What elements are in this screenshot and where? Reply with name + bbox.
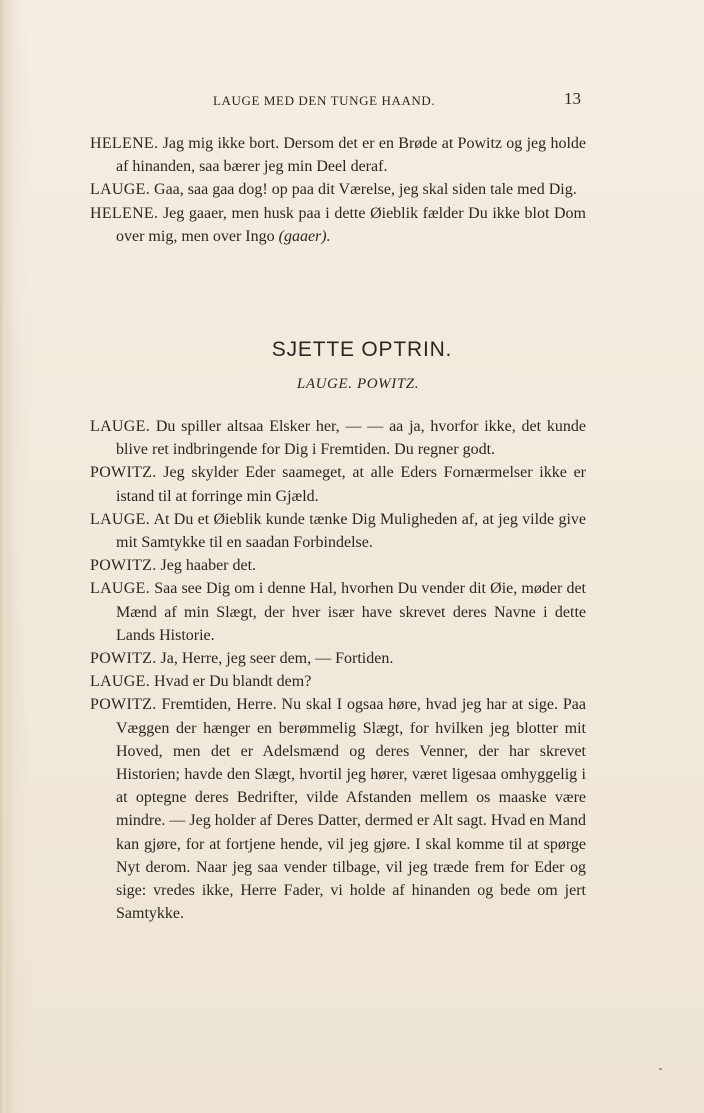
speech-paragraph: [90, 178, 586, 201]
paper-speck: [659, 1068, 662, 1070]
speech-paragraph: [90, 132, 586, 178]
speech-text: Du spiller altsaa Elsker her, — — aa ja, hvorfor ikke, det kunde blive ret indbringende for Dig i Fremtiden. Du regner godt.: [116, 418, 587, 459]
speaker-name: POWITZ.: [90, 696, 157, 714]
speech-text: Jeg skylder Eder saameget, at alle Eders Fornærmelser ikke er istand til at forringe min Gjæld.: [116, 464, 587, 505]
speech-paragraph: [90, 202, 586, 248]
speaker-name: HELENE.: [90, 204, 159, 222]
speech-text: Saa see Dig om i denne Hal, hvorhen Du vender dit Øie, møder det Mænd af min Slægt, der hver især have skrevet deres Navne i dette Lands Historie.: [116, 580, 587, 644]
speaker-name: LAUGE.: [90, 510, 151, 528]
speech-text: At Du et Øieblik kunde tænke Dig Muligheden af, at jeg vilde give mit Samtykke til en saadan Forbindelse.: [116, 510, 586, 552]
stage-direction: (gaaer).: [278, 227, 331, 245]
page-number: 13: [564, 89, 581, 108]
scene-title: SJETTE OPTRIN.: [271, 338, 453, 361]
speech-paragraph: [90, 461, 586, 507]
speech-text: Ja, Herre, jeg seer dem, — Fortiden.: [160, 650, 394, 668]
speaker-name: LAUGE.: [90, 181, 151, 199]
dialogue-block-scene: [90, 415, 586, 925]
speaker-name: POWITZ.: [90, 464, 157, 482]
speech-paragraph: [90, 577, 586, 647]
speech-paragraph: [90, 508, 586, 554]
page-gutter-edge: [0, 0, 6, 1113]
speech-text: Fremtiden, Herre. Nu skal I ogsaa høre, hvad jeg har at sige. Paa Væggen der hænger en berømmelig Slægt, for hvilken jeg blotter mit Hoved, men det er Adelsmænd og deres Venner, der har skrevet Historien; havde den Slægt, hvortil jeg hører, været ligesaa omhyggelig i at optegne deres Bedrifter, vilde Afstanden mellem os maaske være mindre. — Jeg holder af Deres Datter, dermed er Alt sagt. Hvad en Mand kan gjøre, for at fortjene hende, vil jeg gjøre. I skal komme til at spørge Nyt derom. Naar jeg saa vender tilbage, vil jeg træde frem for Eder og sige: vredes ikke, Herre Fader, vi holde af hinanden og bede om jert Samtykke.: [116, 696, 587, 923]
speech-paragraph: [90, 670, 586, 693]
speech-text: Jeg haaber det.: [160, 557, 257, 575]
speech-paragraph: [90, 554, 586, 577]
speaker-name: LAUGE.: [90, 673, 151, 691]
speaker-name: POWITZ.: [90, 557, 157, 575]
speech-paragraph: [90, 693, 586, 925]
speech-text: Jeg gaaer, men husk paa i dette Øieblik fælder Du ikke blot Dom over mig, men over Ingo: [116, 204, 587, 245]
speech-text: Jag mig ikke bort. Dersom det er en Brøde at Powitz og jeg holde af hinanden, saa bærer jeg min Deel deraf.: [116, 135, 587, 176]
speech-paragraph: [90, 647, 586, 670]
speech-text: Gaa, saa gaa dog! op paa dit Værelse, jeg skal siden tale med Dig.: [154, 181, 577, 199]
speech-text: Hvad er Du blandt dem?: [154, 673, 312, 691]
speaker-name: LAUGE.: [90, 580, 151, 598]
speaker-name: POWITZ.: [90, 650, 157, 668]
speaker-name: HELENE.: [90, 135, 159, 152]
dialogue-block-before-scene: [90, 132, 586, 248]
speaker-name: LAUGE.: [90, 418, 151, 435]
running-title: LAUGE MED DEN TUNGE HAAND.: [213, 93, 436, 108]
speech-paragraph: [90, 415, 586, 461]
running-head: [0, 89, 704, 113]
scene-persons: LAUGE. POWITZ.: [296, 376, 420, 392]
